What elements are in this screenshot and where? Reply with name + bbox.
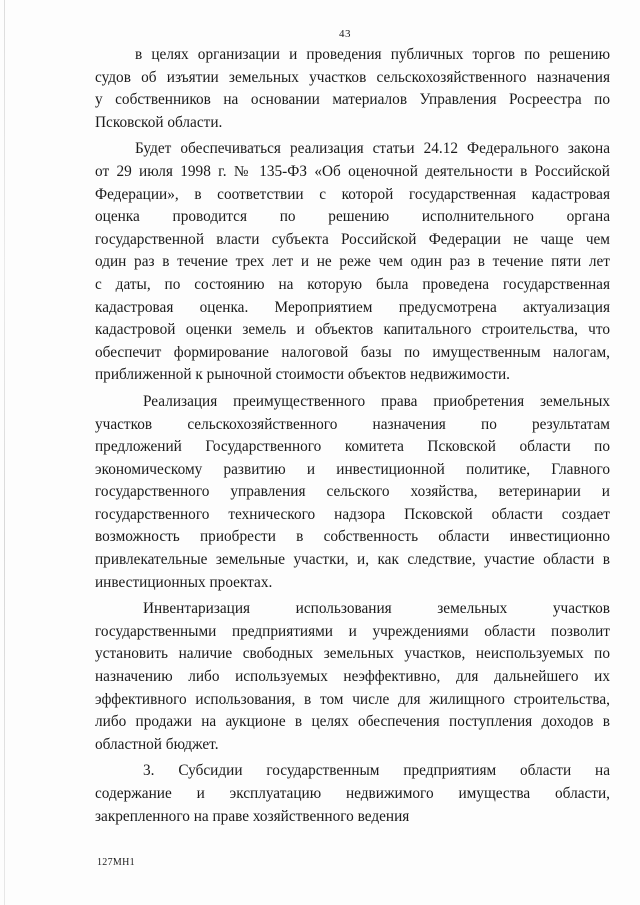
text-line: у собственников на основании материалов Управления Росреестра по — [95, 91, 610, 109]
paragraph-5 — [95, 760, 610, 828]
text-line: приближенной к рыночной стоимости объектов недвижимости. — [95, 366, 510, 384]
text-line: участков сельскохозяйственного назначения по результатам — [95, 415, 610, 433]
document-body — [95, 44, 610, 828]
text-line: установить наличие свободных земельных участков, неиспользуемых по — [95, 645, 610, 663]
text-line: кадастровая оценка. Мероприятием предусмотрена актуализация — [95, 298, 610, 316]
text-line: государственного технического надзора Псковской области создает — [95, 505, 610, 523]
text-line: в целях организации и проведения публичных торгов по решению — [135, 46, 610, 63]
text-line: обеспечит формирование налоговой базы по имущественным налогам, — [95, 343, 610, 361]
text-line: экономическому развитию и инвестиционной политике, Главного — [95, 460, 610, 478]
text-line: назначению либо используемых неэффективно, для дальнейшего их — [95, 668, 610, 686]
page-number: 43 — [339, 28, 351, 40]
paragraph-2 — [95, 138, 610, 387]
text-line: привлекательные земельные участки, и, как следствие, участие области в — [95, 551, 610, 569]
text-line: закрепленного на праве хозяйственного ведения — [95, 807, 410, 825]
text-line: Будет обеспечиваться реализация статьи 24.12 Федерального закона — [135, 140, 610, 158]
text-line: кадастровой оценки земель и объектов капитального строительства, что — [95, 321, 610, 339]
text-line: возможность приобрести в собственность области инвестиционно — [95, 528, 610, 546]
text-line: судов об изъятии земельных участков сельскохозяйственного назначения — [95, 68, 610, 86]
text-line: от 29 июля 1998 г. № 135-ФЗ «Об оценочной деятельности в Российской — [95, 162, 610, 180]
paragraph-3 — [95, 391, 610, 594]
footer-document-code: 127МН1 — [97, 857, 135, 868]
text-line: с даты, по состоянию на которую была проведена государственная — [95, 275, 610, 293]
text-line: один раз в течение трех лет и не реже чем один раз в течение пяти лет — [95, 253, 610, 271]
text-line: Федерации», в соответствии с которой государственная кадастровая — [95, 185, 610, 203]
text-line: 3. Субсидии государственным предприятиям области на — [143, 762, 610, 780]
text-line: либо продажи на аукционе в целях обеспечения поступления доходов в — [95, 713, 610, 731]
text-line: государственного управления сельского хозяйства, ветеринарии и — [95, 483, 610, 501]
text-line: государственной власти субъекта Российской Федерации не чаще чем — [95, 230, 610, 248]
text-line: оценка проводится по решению исполнительного органа — [95, 208, 610, 226]
scan-edge — [4, 0, 5, 905]
paragraph-4 — [95, 598, 610, 756]
text-line: Реализация преимущественного права приобретения земельных — [143, 392, 610, 410]
text-line: предложений Государственного комитета Псковской области по — [95, 438, 610, 456]
text-line: инвестиционных проектах. — [95, 573, 273, 591]
text-line: Инвентаризация использования земельных участков — [143, 600, 610, 618]
text-line: эффективного использования, в том числе для жилищного строительства, — [95, 690, 610, 708]
text-line: государственными предприятиями и учреждениями области позволит — [95, 622, 610, 640]
text-line: содержание и эксплуатацию недвижимого имущества области, — [95, 785, 610, 802]
text-line: Псковской области. — [95, 113, 223, 131]
text-line: областной бюджет. — [95, 735, 219, 753]
paragraph-1 — [95, 44, 610, 134]
